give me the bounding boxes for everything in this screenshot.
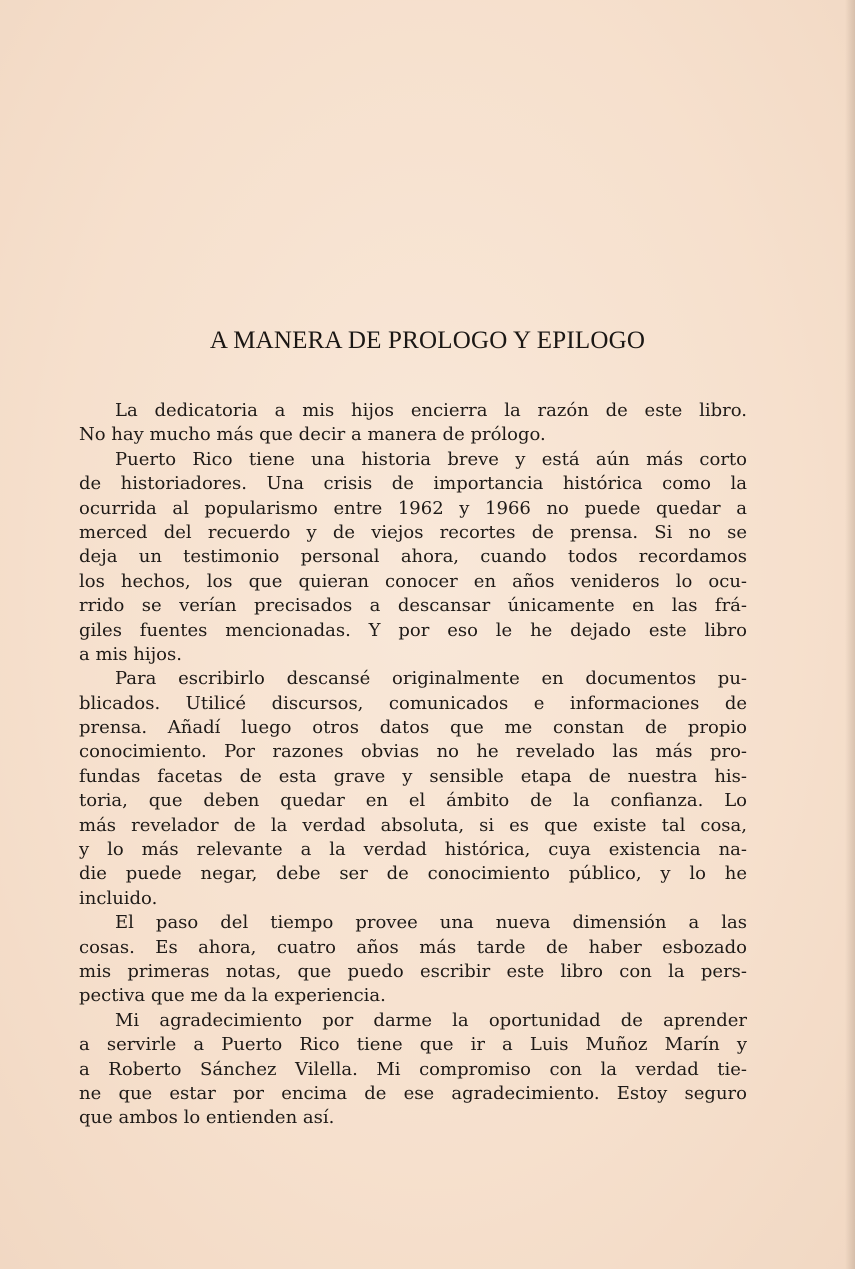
text-line: merced del recuerdo y de viejos recortes de prensa. Si no se [79, 521, 747, 543]
text-line: La dedicatoria a mis hijos encierra la razón de este libro. [115, 400, 747, 421]
text-line: fundas facetas de esta grave y sensible etapa de nuestra his- [79, 765, 747, 787]
page-title: A MANERA DE PROLOGO Y EPILOGO [209, 327, 646, 354]
text-line: die puede negar, debe ser de conocimiento público, y lo he [79, 863, 747, 885]
text-line: Puerto Rico tiene una historia breve y está aún más corto [115, 448, 747, 470]
text-line: El paso del tiempo provee una nueva dimensión a las [115, 912, 747, 934]
text-line: Mi agradecimiento por darme la oportunidad de aprender [115, 1009, 747, 1031]
text-line: a mis hijos. [79, 643, 182, 665]
text-line: más revelador de la verdad absoluta, si es que existe tal cosa, [79, 814, 747, 836]
text-line: deja un testimonio personal ahora, cuando todos recordamos [79, 546, 747, 568]
text-line: cosas. Es ahora, cuatro años más tarde de haber esbozado [79, 936, 747, 958]
text-line: Para escribirlo descansé originalmente en documentos pu- [115, 668, 747, 690]
text-line: ne que estar por encima de ese agradecimiento. Estoy seguro [79, 1082, 747, 1104]
text-line: giles fuentes mencionadas. Y por eso le he dejado este libro [79, 619, 747, 641]
text-line: a Roberto Sánchez Vilella. Mi compromiso con la verdad tie- [79, 1058, 747, 1080]
text-line: incluido. [79, 887, 158, 909]
text-line: los hechos, los que quieran conocer en años venideros lo ocu- [79, 570, 747, 592]
text-line: toria, que deben quedar en el ámbito de la confianza. Lo [79, 790, 747, 812]
text-line: que ambos lo entienden así. [79, 1107, 335, 1129]
text-line: a servirle a Puerto Rico tiene que ir a Luis Muñoz Marín y [79, 1034, 747, 1056]
text-line: No hay mucho más que decir a manera de prólogo. [79, 424, 546, 446]
text-line: mis primeras notas, que puedo escribir este libro con la pers- [79, 960, 747, 982]
text-line: prensa. Añadí luego otros datos que me constan de propio [79, 717, 747, 739]
text-line: rrido se verían precisados a descansar únicamente en las frá- [79, 595, 747, 617]
text-line: ocurrida al popularismo entre 1962 y 1966 no puede quedar a [79, 497, 747, 519]
text-line: conocimiento. Por razones obvias no he revelado las más pro- [79, 741, 747, 763]
text-line: blicados. Utilicé discursos, comunicados e informaciones de [79, 692, 747, 714]
text-line: de historiadores. Una crisis de importancia histórica como la [79, 473, 747, 495]
body-text [79, 399, 747, 1131]
page-edge-shadow [845, 0, 855, 1269]
text-line: y lo más relevante a la verdad histórica, cuya existencia na- [79, 839, 747, 861]
text-line: pectiva que me da la experiencia. [79, 985, 386, 1007]
